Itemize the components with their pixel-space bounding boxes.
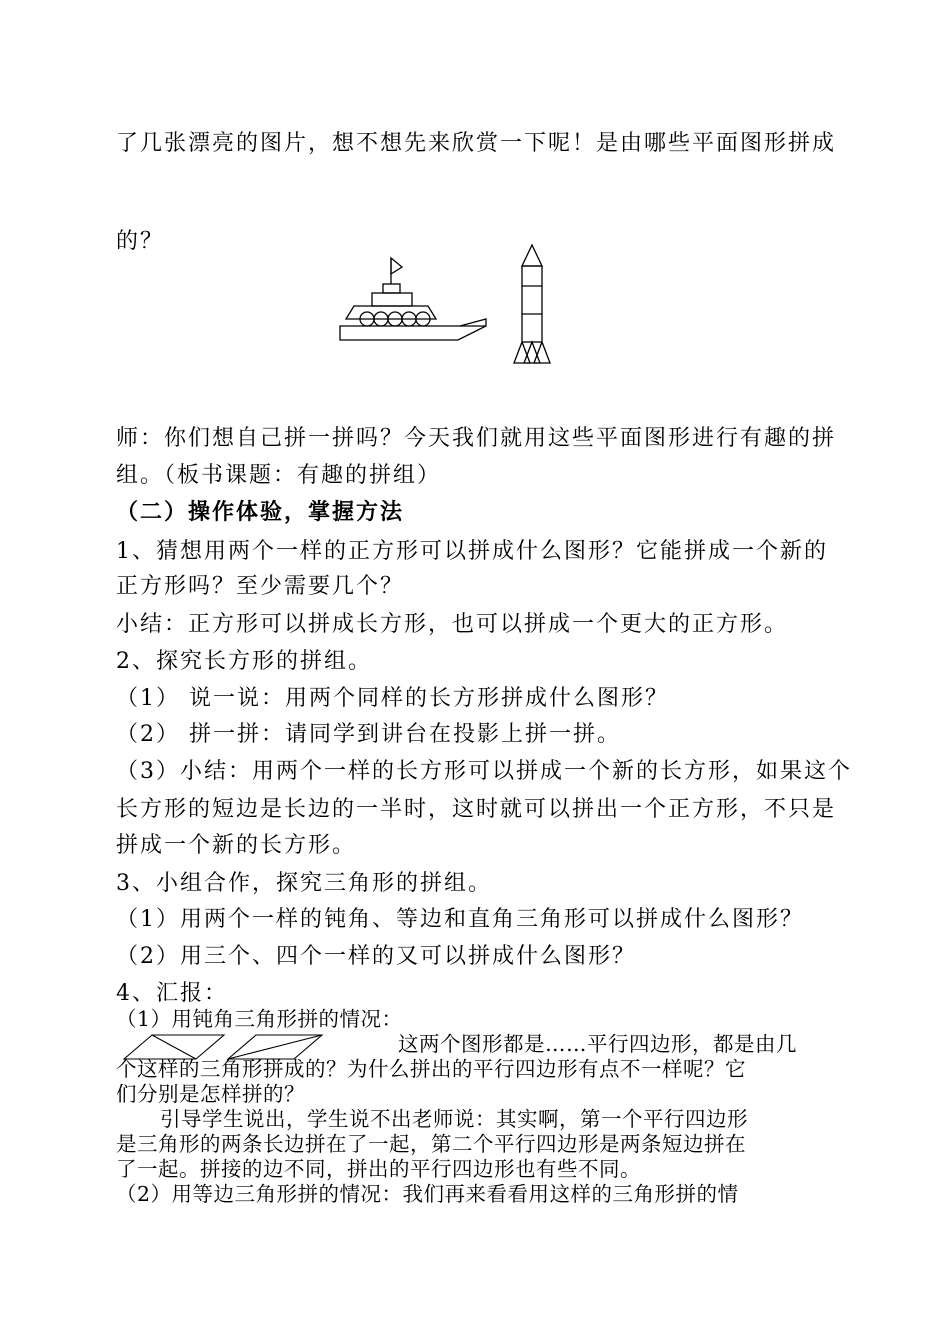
paragraph-line: （3）小结：用两个一样的长方形可以拼成一个新的长方形，如果这个: [116, 759, 852, 784]
section-heading: （二）操作体验，掌握方法: [116, 499, 405, 525]
paragraph-line: 个这样的三角形拼成的？为什么拼出的平行四边形有点不一样呢？它: [116, 1057, 746, 1081]
rocket-body: [522, 266, 542, 342]
paragraph-line: 组。（板书课题：有趣的拼组）: [116, 463, 442, 488]
paragraph-line: 正方形吗？至少需要几个？: [116, 574, 405, 599]
paragraph-line: （1）用钝角三角形拼的情况：: [116, 1007, 403, 1031]
paragraph-line: 师：你们想自己拼一拼吗？今天我们就用这些平面图形进行有趣的拼: [116, 426, 837, 451]
paragraph-line: 这两个图形都是……平行四边形，都是由几: [398, 1032, 797, 1056]
ship-middle-rect: [372, 293, 412, 306]
paragraph-line: 小结：正方形可以拼成长方形，也可以拼成一个更大的正方形。: [116, 612, 789, 637]
paragraph-line: 们分别是怎样拼的？: [116, 1082, 305, 1106]
paragraph-line: （2） 拼一拼：请同学到讲台在投影上拼一拼。: [116, 722, 621, 747]
ship-figure: [336, 255, 492, 345]
paragraph-line: （2）用三个、四个一样的又可以拼成什么图形？: [116, 944, 636, 969]
paragraph-line: 长方形的短边是长边的一半时，这时就可以拼出一个正方形，不只是: [116, 797, 837, 822]
ship-top-rect: [383, 284, 400, 293]
paragraph-line: （2）用等边三角形拼的情况：我们再来看看用这样的三角形拼的情: [116, 1182, 739, 1206]
ship-hull: [340, 319, 486, 340]
paragraph-line: 3、小组合作，探究三角形的拼组。: [116, 871, 492, 896]
ship-flag: [391, 258, 402, 274]
paragraph-line: 拼成一个新的长方形。: [116, 833, 357, 858]
paragraph-line: （1） 说一说：用两个同样的长方形拼成什么图形？: [116, 686, 669, 711]
paragraph-line: 4、汇报：: [116, 981, 228, 1006]
rocket-figure: [511, 242, 553, 366]
paragraph-line: 的？: [116, 229, 165, 254]
rocket-nose: [522, 245, 542, 266]
paragraph-line: 引导学生说出，学生说不出老师说：其实啊，第一个平行四边形: [160, 1107, 748, 1131]
paragraph-line: 1、猜想用两个一样的正方形可以拼成什么图形？它能拼成一个新的: [116, 539, 828, 564]
paragraph-line: 了一起。拼接的边不同，拼出的平行四边形也有些不同。: [116, 1157, 641, 1181]
paragraph-line: 了几张漂亮的图片，想不想先来欣赏一下呢！是由哪些平面图形拼成: [116, 131, 837, 156]
paragraph-line: 2、探究长方形的拼组。: [116, 649, 372, 674]
paragraph-line: 是三角形的两条长边拼在了一起，第二个平行四边形是两条短边拼在: [116, 1132, 746, 1156]
paragraph-line: （1）用两个一样的钝角、等边和直角三角形可以拼成什么图形？: [116, 907, 804, 932]
